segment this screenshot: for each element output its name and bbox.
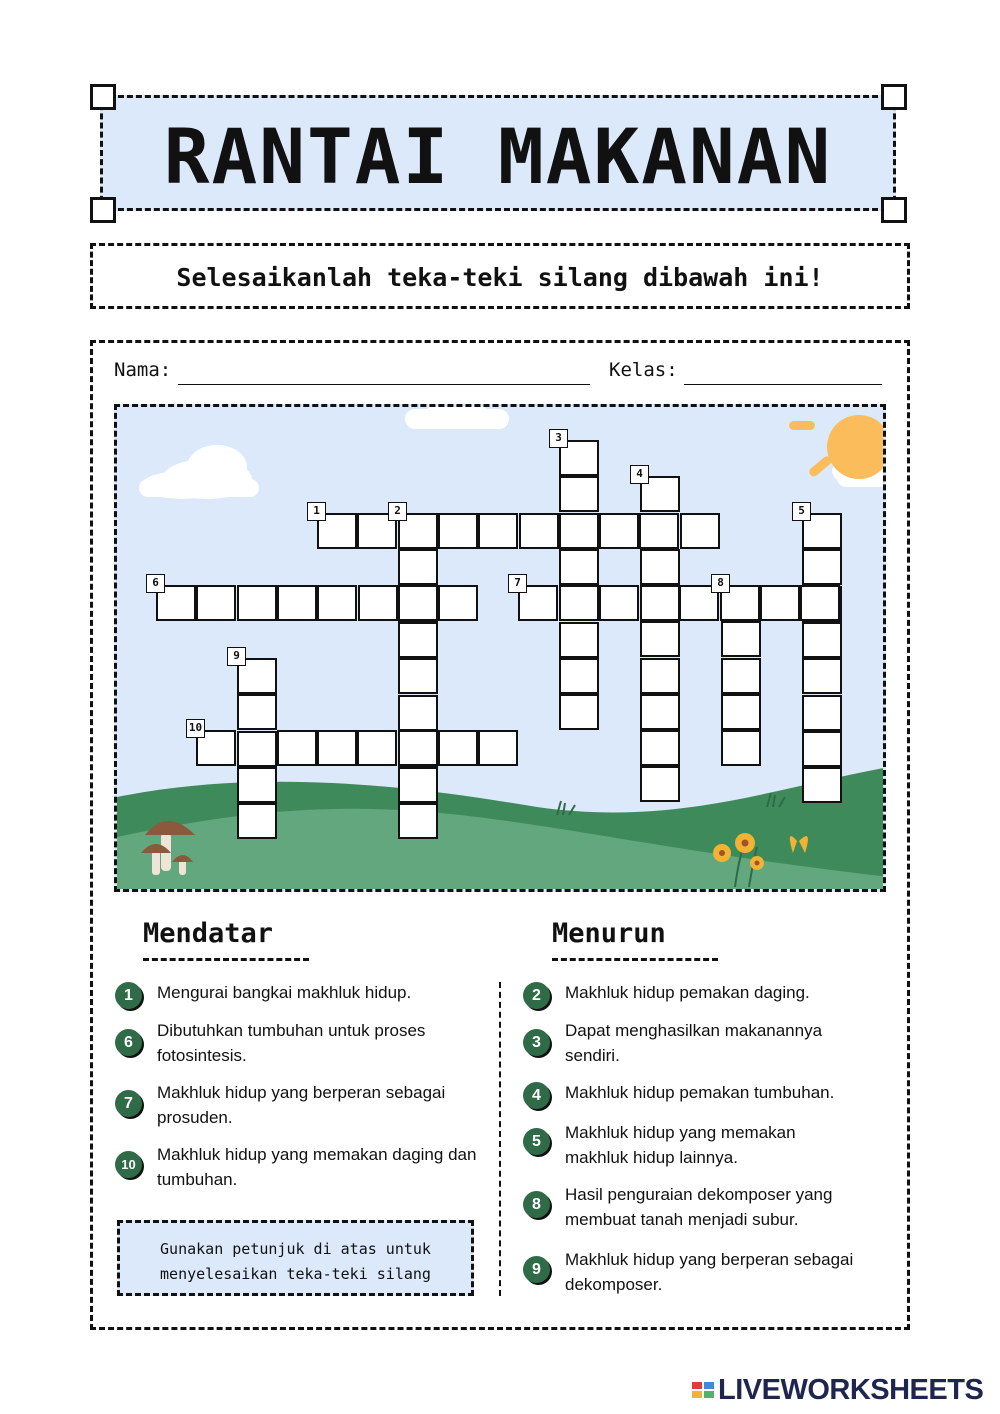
clue-text: Dibutuhkan tumbuhan untuk proses fotosintesis. bbox=[157, 1021, 426, 1065]
crossword-cell[interactable] bbox=[357, 730, 397, 766]
crossword-cell[interactable] bbox=[639, 513, 679, 549]
menurun-underline bbox=[552, 958, 718, 961]
crossword-cell[interactable] bbox=[196, 585, 236, 621]
crossword-number: 1 bbox=[307, 502, 326, 521]
crossword-cell[interactable] bbox=[398, 549, 438, 585]
clue-text: Makhluk hidup yang berperan sebagai dekomposer. bbox=[565, 1250, 854, 1294]
crossword-cell[interactable] bbox=[237, 694, 277, 730]
crossword-cell[interactable] bbox=[640, 766, 680, 802]
crossword-cell[interactable] bbox=[398, 585, 438, 621]
instruction-box bbox=[90, 243, 910, 309]
crossword-cell[interactable] bbox=[800, 585, 840, 621]
crossword-number: 10 bbox=[186, 719, 205, 738]
crossword-cell[interactable] bbox=[640, 585, 680, 621]
crossword-cell[interactable] bbox=[559, 585, 599, 621]
menurun-heading: Menurun bbox=[552, 918, 666, 949]
crossword-cell[interactable] bbox=[559, 476, 599, 512]
crossword-cell[interactable] bbox=[277, 730, 317, 766]
crossword-cell[interactable] bbox=[237, 731, 277, 767]
crossword-number: 7 bbox=[508, 574, 527, 593]
crossword-cell[interactable] bbox=[559, 622, 599, 658]
crossword-cell[interactable] bbox=[398, 767, 438, 803]
crossword-number: 8 bbox=[711, 574, 730, 593]
crossword-cell[interactable] bbox=[640, 658, 680, 694]
crossword-cell[interactable] bbox=[398, 803, 438, 839]
crossword-number: 2 bbox=[388, 502, 407, 521]
clue-divider bbox=[499, 982, 501, 1296]
clue-number-badge: 8 bbox=[523, 1191, 550, 1218]
crossword-cell[interactable] bbox=[599, 513, 639, 549]
title-banner bbox=[100, 95, 896, 211]
crossword-cell[interactable] bbox=[640, 549, 680, 585]
clue-number-badge: 5 bbox=[523, 1128, 550, 1155]
crossword-number: 6 bbox=[146, 574, 165, 593]
crossword-cell[interactable] bbox=[599, 585, 639, 621]
crossword-cell[interactable] bbox=[802, 549, 842, 585]
name-input[interactable] bbox=[178, 384, 590, 385]
crossword-cell[interactable] bbox=[438, 513, 478, 549]
crossword-cell[interactable] bbox=[802, 695, 842, 731]
cloud-icon bbox=[405, 407, 509, 429]
crossword-cell[interactable] bbox=[398, 658, 438, 694]
name-label: Nama: bbox=[114, 359, 172, 381]
crossword-cell[interactable] bbox=[559, 549, 599, 585]
crossword-cell[interactable] bbox=[559, 513, 599, 549]
crossword-cell[interactable] bbox=[640, 730, 680, 766]
clue-number-badge: 10 bbox=[115, 1151, 142, 1178]
footer-brand[interactable]: LIVEWORKSHEETS bbox=[718, 1374, 984, 1406]
clue-text: Hasil penguraian dekomposer yang membuat tanah menjadi subur. bbox=[565, 1185, 833, 1229]
clue-number-badge: 2 bbox=[523, 982, 550, 1009]
crossword-cell[interactable] bbox=[721, 658, 761, 694]
crossword-cell[interactable] bbox=[760, 585, 800, 621]
crossword-cell[interactable] bbox=[802, 767, 842, 803]
clue-text: Mengurai bangkai makhluk hidup. bbox=[157, 983, 412, 1002]
crossword-cell[interactable] bbox=[802, 731, 842, 767]
crossword-number: 4 bbox=[630, 465, 649, 484]
liveworksheets-logo-icon bbox=[692, 1374, 716, 1406]
clue-number-badge: 3 bbox=[523, 1029, 550, 1056]
crossword-cell[interactable] bbox=[398, 730, 438, 766]
class-input[interactable] bbox=[684, 384, 882, 385]
class-label: Kelas: bbox=[609, 359, 678, 381]
crossword-cell[interactable] bbox=[802, 622, 842, 658]
crossword-cell[interactable] bbox=[358, 585, 398, 621]
clue-number-badge: 9 bbox=[523, 1256, 550, 1283]
crossword-cell[interactable] bbox=[559, 658, 599, 694]
crossword-cell[interactable] bbox=[721, 621, 761, 657]
crossword-number: 5 bbox=[792, 502, 811, 521]
crossword-cell[interactable] bbox=[237, 767, 277, 803]
crossword-cell[interactable] bbox=[519, 513, 559, 549]
crossword-cell[interactable] bbox=[277, 585, 317, 621]
crossword-cell[interactable] bbox=[237, 803, 277, 839]
clue-text: Makhluk hidup yang berperan sebagai prosuden. bbox=[157, 1083, 446, 1127]
corner-handle-bl bbox=[90, 197, 116, 223]
clue-text: Makhluk hidup pemakan daging. bbox=[565, 983, 810, 1002]
crossword-cell[interactable] bbox=[317, 730, 357, 766]
corner-handle-br bbox=[881, 197, 907, 223]
crossword-cell[interactable] bbox=[802, 658, 842, 694]
clue-text: Makhluk hidup pemakan tumbuhan. bbox=[565, 1083, 835, 1102]
hint-box bbox=[117, 1220, 474, 1296]
crossword-cell[interactable] bbox=[398, 695, 438, 731]
crossword-cell[interactable] bbox=[237, 585, 277, 621]
crossword-cell[interactable] bbox=[398, 622, 438, 658]
cloud-icon bbox=[139, 445, 259, 499]
mendatar-underline bbox=[143, 958, 309, 961]
page-title: RANTAI MAKANAN bbox=[163, 112, 833, 201]
crossword-number: 3 bbox=[549, 429, 568, 448]
clue-number-badge: 4 bbox=[523, 1082, 550, 1109]
clue-number-badge: 7 bbox=[115, 1090, 142, 1117]
crossword-cell[interactable] bbox=[559, 694, 599, 730]
clue-text: Dapat menghasilkan makanannya sendiri. bbox=[565, 1021, 823, 1065]
crossword-cell[interactable] bbox=[640, 694, 680, 730]
corner-handle-tl bbox=[90, 84, 116, 110]
crossword-cell[interactable] bbox=[721, 730, 761, 766]
clue-text: Makhluk hidup yang memakan makhluk hidup lainnya. bbox=[565, 1123, 796, 1167]
crossword-cell[interactable] bbox=[721, 694, 761, 730]
hint-text: Gunakan petunjuk di atas untuk menyelesaikan teka-teki silang bbox=[160, 1240, 431, 1283]
crossword-cell[interactable] bbox=[438, 730, 478, 766]
crossword-cell[interactable] bbox=[680, 513, 720, 549]
crossword-number: 9 bbox=[227, 647, 246, 666]
crossword-cell[interactable] bbox=[317, 585, 357, 621]
corner-handle-tr bbox=[881, 84, 907, 110]
crossword-cell[interactable] bbox=[478, 513, 518, 549]
crossword-cell[interactable] bbox=[640, 621, 680, 657]
clue-number-badge: 6 bbox=[115, 1029, 142, 1056]
crossword-cell[interactable] bbox=[438, 585, 478, 621]
crossword-cell[interactable] bbox=[478, 730, 518, 766]
instruction-text: Selesaikanlah teka-teki silang dibawah ini! bbox=[176, 263, 824, 292]
clue-text: Makhluk hidup yang memakan daging dan tumbuhan. bbox=[157, 1145, 477, 1189]
mendatar-heading: Mendatar bbox=[143, 918, 274, 949]
clue-number-badge: 1 bbox=[115, 982, 142, 1009]
